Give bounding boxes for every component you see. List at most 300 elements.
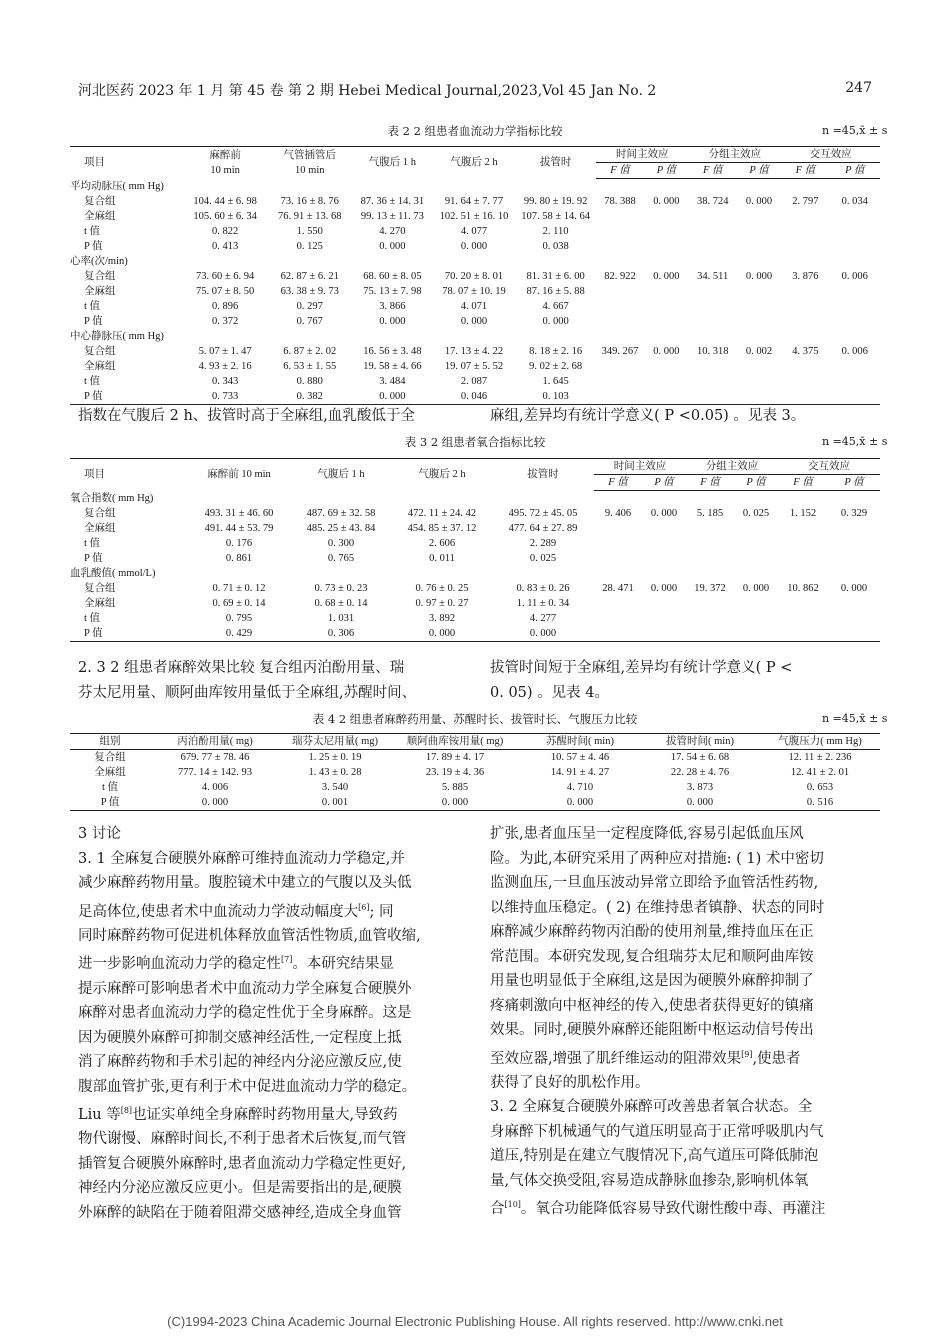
table-cell: 0. 176 [225, 538, 253, 549]
table-cell: 0. 343 [212, 376, 239, 387]
results-text-left: 指数在气腹后 2 h、拔管时高于全麻组,血乳酸低于全 [78, 408, 415, 424]
table-cell: 0. 822 [212, 226, 239, 237]
table-cell: 78. 07 ± 10. 19 [442, 286, 506, 297]
table-cell [778, 536, 828, 551]
table-row [70, 179, 880, 195]
row-label: P 值 [70, 626, 188, 642]
table-row [70, 359, 880, 374]
table-cell: 1. 645 [542, 376, 569, 387]
table-cell [781, 374, 829, 389]
table-row [70, 389, 880, 405]
table-cell: 4. 375 [792, 346, 819, 357]
page-number: 247 [845, 80, 872, 96]
disc-right-line-3: 以维持血压稳定。( 2) 在维持患者镇静、状态的同时 [490, 899, 825, 916]
table-cell: 10. 862 [787, 583, 819, 594]
row-label: P 值 [70, 389, 183, 405]
table4-note: n =45,x̄ ± s [822, 712, 888, 725]
table-cell: 472. 11 ± 24. 42 [407, 508, 477, 519]
section-2-3-left [78, 656, 470, 705]
results-text-right: 麻组,差异均有统计学意义( P <0.05) 。见表 3。 [490, 408, 806, 424]
table-cell: 0. 83 ± 0. 26 [516, 583, 570, 594]
table-cell [830, 284, 880, 299]
table-cell: 0. 125 [296, 241, 323, 252]
table-cell: 75. 07 ± 8. 50 [196, 286, 255, 297]
table-row [70, 551, 880, 566]
table3-note: n =45,x̄ ± s [822, 435, 888, 448]
disc-right-line-10: 获得了良好的肌松作用。 [490, 1074, 650, 1091]
table-cell [737, 224, 781, 239]
table-cell [828, 521, 880, 536]
table-cell: 4. 077 [460, 226, 488, 237]
table-cell [689, 209, 737, 224]
table-cell [644, 224, 688, 239]
table-cell [781, 299, 829, 314]
disc-right-line-12: 身麻醉下机械通气的气道压明显高于正常呼吸肌内气 [490, 1123, 824, 1140]
table-cell: 99. 13 ± 11. 73 [360, 211, 424, 222]
table-cell: 0. 000 [650, 583, 678, 594]
t2-head-f3: F 值 [781, 163, 829, 179]
table-cell: 12. 41 ± 2. 01 [790, 767, 850, 778]
t4-head-0: 组别 [70, 734, 150, 750]
t2-head-c1 [183, 147, 268, 179]
table-cell [686, 611, 734, 626]
table-cell: 0. 000 [542, 316, 569, 327]
table-row [70, 194, 880, 209]
table-cell: 0. 97 ± 0. 27 [415, 598, 469, 609]
table-cell [596, 389, 644, 405]
table-cell: 0. 382 [267, 389, 352, 405]
table-cell [737, 359, 781, 374]
table-cell [830, 224, 880, 239]
table-cell [642, 536, 686, 551]
table-cell [594, 536, 642, 551]
table-cell: 102. 51 ± 16. 10 [439, 211, 509, 222]
table-cell: 73. 16 ± 8. 76 [280, 196, 339, 207]
table-cell [781, 389, 829, 405]
table-cell [689, 359, 737, 374]
table-cell [689, 239, 737, 254]
table-cell [686, 596, 734, 611]
ref-6: [6] [358, 902, 370, 912]
table-row [70, 596, 880, 611]
table-cell [828, 596, 880, 611]
table-cell: 10. 57 ± 4. 46 [550, 752, 610, 763]
table-cell [737, 314, 781, 329]
table-cell: 17. 54 ± 6. 68 [670, 752, 730, 763]
table-cell: 1. 43 ± 0. 28 [308, 767, 362, 778]
s23-right-line2: 0. 05) 。见表 4。 [490, 684, 609, 701]
table-row [70, 581, 880, 596]
row-label: t 值 [84, 376, 101, 387]
table-cell [781, 209, 829, 224]
row-label: 复合组 [94, 752, 126, 763]
table-cell: 0. 297 [296, 301, 323, 312]
row-label: 复合组 [84, 583, 116, 594]
table-cell [830, 239, 880, 254]
table2-note: n =45,x̄ ± s [822, 124, 888, 137]
table-cell [830, 389, 880, 405]
table-cell [781, 284, 829, 299]
row-label: 全麻组 [84, 211, 116, 222]
table-cell [781, 314, 829, 329]
table-row [70, 299, 880, 314]
table-row [70, 314, 880, 329]
table-row [70, 795, 880, 811]
table-cell: 3. 540 [321, 782, 349, 793]
t2-head-item: 项目 [70, 147, 183, 179]
table-cell [644, 284, 688, 299]
table-cell: 105. 60 ± 6. 34 [193, 211, 257, 222]
ref-10: [10] [504, 1200, 521, 1210]
table-cell: 0. 000 [640, 795, 760, 811]
t4-head-6: 气腹压力( mm Hg) [760, 734, 880, 750]
t3-head-f1: F 值 [594, 475, 642, 491]
t4-head-3: 顺阿曲库铵用量( mg) [390, 734, 520, 750]
table-cell: 0. 000 [745, 196, 773, 207]
table-cell: 107. 58 ± 14. 64 [521, 211, 590, 222]
table-cell [828, 611, 880, 626]
table-cell: 3. 892 [428, 613, 456, 624]
running-header [78, 80, 872, 102]
t3-head-c3: 气腹后 2 h [392, 459, 492, 491]
table-cell [594, 521, 642, 536]
disc-left-line-9: 腹部血管扩张,更有利于术中促进血流动力学的稳定。 [78, 1078, 417, 1095]
table-cell: 0. 653 [806, 782, 834, 793]
table-cell: 0. 300 [327, 538, 355, 549]
table-cell: 495. 72 ± 45. 05 [508, 508, 578, 519]
table-cell: 0. 372 [212, 316, 239, 327]
row-label: P 值 [84, 241, 103, 252]
table-cell: 6. 87 ± 2. 02 [283, 346, 337, 357]
table-cell: 22. 28 ± 4. 76 [670, 767, 730, 778]
t2-head-c5: 拔管时 [515, 147, 596, 179]
table-cell: 485. 25 ± 43. 84 [306, 523, 376, 534]
table-cell [596, 284, 644, 299]
t2-head-c2a: 气管插管后 [283, 149, 337, 161]
table-cell: 76. 91 ± 13. 68 [278, 211, 342, 222]
table-cell: 6. 53 ± 1. 55 [283, 361, 337, 372]
s23-left-line1: 2. 3 2 组患者麻醉效果比较 复合组丙泊酚用量、瑞 [78, 660, 405, 676]
t3-head-item: 项目 [70, 459, 188, 491]
table2-caption: 表 2 2 组患者血流动力学指标比较 [387, 124, 563, 138]
t3-head-g1: 时间主效应 [594, 459, 686, 475]
table-cell: 3. 873 [686, 782, 714, 793]
table-cell: 63. 38 ± 9. 73 [280, 286, 339, 297]
table-cell: 4. 071 [460, 301, 488, 312]
table-cell: 2. 606 [428, 538, 456, 549]
table-cell: 0. 000 [379, 241, 406, 252]
disc-right-line-0: 扩张,患者血压呈一定程度降低,容易引起低血压风 [490, 826, 804, 842]
table-cell: 0. 306 [290, 626, 392, 642]
table-cell [689, 374, 737, 389]
table-row [70, 269, 880, 284]
disc-right-line-8: 效果。同时,硬膜外麻醉还能阻断中枢运动信号传出 [490, 1022, 814, 1038]
table-cell [734, 626, 778, 642]
t2-head-g2: 分组主效应 [689, 147, 782, 163]
table-row [70, 209, 880, 224]
table-row [70, 506, 880, 521]
table-cell: 1. 550 [296, 226, 323, 237]
t3-head-p1: P 值 [642, 475, 686, 491]
disc-left-line-13: 神经内分泌应激反应更小。但是需要指出的是,硬膜 [78, 1180, 402, 1197]
table-cell: 0. 000 [150, 795, 280, 811]
table-row [70, 284, 880, 299]
t2-head-f2: F 值 [689, 163, 737, 179]
t4-head-5: 拔管时间( min) [640, 734, 760, 750]
t2-head-p3: P 值 [830, 163, 880, 179]
table-cell: 28. 471 [602, 583, 634, 594]
table-cell: 0. 000 [840, 583, 868, 594]
table-cell: 2. 110 [542, 226, 569, 237]
table-cell: 0. 000 [390, 795, 520, 811]
table-cell: 0. 046 [433, 389, 516, 405]
table-cell [830, 314, 880, 329]
table-cell: 73. 60 ± 6. 94 [196, 271, 255, 282]
table-cell: 91. 64 ± 7. 77 [444, 196, 504, 207]
table-cell [830, 374, 880, 389]
table-cell: 4. 710 [566, 782, 594, 793]
row-label: t 值 [84, 613, 101, 624]
disc-right-line-6: 用量也明显低于全麻组,这是因为硬膜外麻醉抑制了 [490, 973, 814, 989]
t3-head-c1: 麻醉前 10 min [188, 459, 290, 491]
t3-head-c4: 拔管时 [492, 459, 594, 491]
t4-head-4: 苏醒时间( min) [520, 734, 640, 750]
table-cell: 0. 011 [429, 553, 455, 564]
table-cell [642, 551, 686, 566]
table-cell [596, 224, 644, 239]
table-cell: 0. 000 [653, 196, 680, 207]
table-cell: 0. 000 [392, 626, 492, 642]
table-cell: 10. 318 [696, 346, 729, 357]
table-cell: 9. 02 ± 2. 68 [529, 361, 583, 372]
t3-head-g3: 交互效应 [778, 459, 880, 475]
row-label: P 值 [84, 553, 103, 564]
table-cell [737, 299, 781, 314]
t2-head-c4: 气腹后 2 h [433, 147, 516, 179]
table3-caption: 表 3 2 组患者氧合指标比较 [404, 435, 546, 449]
discussion-right [490, 822, 880, 1222]
disc-right-line-4: 麻醉减少麻醉药物丙泊酚的使用剂量,维持血压在正 [490, 924, 814, 940]
table-cell: 349. 267 [601, 346, 639, 357]
t4-head-1: 丙泊酚用量( mg) [150, 734, 280, 750]
t2-head-g3: 交互效应 [781, 147, 880, 163]
section-label: 平均动脉压( mm Hg) [70, 181, 164, 192]
table-cell: 0. 880 [296, 376, 323, 387]
table-cell: 75. 13 ± 7. 98 [363, 286, 422, 297]
table-cell: 0. 006 [841, 271, 868, 282]
table-cell [644, 359, 688, 374]
table-cell: 2. 289 [529, 538, 557, 549]
table-cell [596, 299, 644, 314]
table-cell: 0. 68 ± 0. 14 [314, 598, 368, 609]
disc-left-line-5: 提示麻醉可影响患者术中血流动力学全麻复合硬膜外 [78, 980, 412, 997]
discussion-left [78, 822, 470, 1225]
table-cell [642, 521, 686, 536]
table-cell: 16. 56 ± 3. 48 [363, 346, 422, 357]
table-cell: 4. 93 ± 2. 16 [198, 361, 252, 372]
row-label: 全麻组 [84, 523, 116, 534]
row-label: 全麻组 [84, 598, 116, 609]
table-cell [594, 626, 642, 642]
table-cell: 81. 31 ± 6. 00 [526, 271, 585, 282]
table-row [70, 566, 880, 581]
table-row [70, 765, 880, 780]
disc-right-line-1: 险。为此,本研究采用了两种应对措施: ( 1) 术中密切 [490, 850, 824, 867]
t3-head-f3: F 值 [778, 475, 828, 491]
table-row [70, 254, 880, 269]
table-cell [689, 389, 737, 405]
disc-left-line-14: 外麻醉的缺陷在于随着阻滞交感神经,造成全身血管 [78, 1204, 402, 1221]
s23-right-line1: 拔管时间短于全麻组,差异均有统计学意义( P < [490, 660, 793, 676]
discussion-heading: 3 讨论 [78, 826, 121, 842]
disc-left-line-4: 进一步影响血流动力学的稳定性[7]。本研究结果显 [78, 955, 394, 973]
t2-head-p2: P 值 [737, 163, 781, 179]
table-cell [596, 359, 644, 374]
table-cell [781, 359, 829, 374]
t2-head-p1: P 值 [644, 163, 688, 179]
t3-head-f2: F 值 [686, 475, 734, 491]
table-cell: 0. 516 [760, 795, 880, 811]
ref-8: [8] [120, 1106, 133, 1116]
table-cell [830, 359, 880, 374]
row-label: t 值 [101, 782, 119, 793]
table-row [70, 239, 880, 254]
table-cell: 0. 000 [460, 241, 488, 252]
row-label: 全麻组 [84, 361, 116, 372]
table-cell: 0. 000 [352, 389, 433, 405]
table-cell [686, 551, 734, 566]
table-cell: 82. 922 [604, 271, 636, 282]
table-cell: 487. 69 ± 32. 58 [306, 508, 376, 519]
table-cell: 0. 000 [742, 583, 770, 594]
table-cell: 1. 25 ± 0. 19 [308, 752, 362, 763]
table-cell: 99. 80 ± 19. 92 [523, 196, 588, 207]
disc-right-line-5: 常范围。本研究发现,复合组瑞芬太尼和顺阿曲库铵 [490, 948, 814, 965]
table-row [70, 750, 880, 766]
table-cell [642, 626, 686, 642]
table4 [70, 733, 880, 811]
table-cell [642, 596, 686, 611]
disc-right-line-15: 合[10]。氧合功能降低容易导致代谢性酸中毒、再灌注 [490, 1200, 826, 1218]
table-cell: 19. 07 ± 5. 52 [444, 361, 504, 372]
disc-right-line-11: 3. 2 全麻复合硬膜外麻醉可改善患者氧合状态。全 [490, 1099, 813, 1116]
table-cell: 0. 69 ± 0. 14 [212, 598, 266, 609]
table-cell: 4. 667 [542, 301, 569, 312]
table-cell: 4. 270 [379, 226, 406, 237]
table-cell [828, 536, 880, 551]
table-cell [594, 611, 642, 626]
table-cell: 0. 000 [492, 626, 594, 642]
table-cell: 0. 025 [529, 553, 557, 564]
table-cell [689, 314, 737, 329]
disc-left-line-11: 物代谢慢、麻醉时间长,不利于患者术后恢复,而气管 [78, 1131, 407, 1148]
table-cell [594, 596, 642, 611]
disc-left-line-3: 同时麻醉药物可促进机体释放血管活性物质,血管收缩, [78, 927, 421, 944]
table-cell: 0. 76 ± 0. 25 [415, 583, 469, 594]
table-cell [737, 284, 781, 299]
table-cell: 12. 11 ± 2. 236 [788, 752, 852, 763]
table3 [70, 458, 880, 642]
disc-left-line-12: 插管复合硬膜外麻醉时,患者血流动力学稳定性更好, [78, 1155, 407, 1172]
table-cell [686, 536, 734, 551]
t3-head-c2: 气腹后 1 h [290, 459, 392, 491]
table-cell [644, 299, 688, 314]
table-cell: 3. 866 [379, 301, 406, 312]
table-cell: 78. 388 [604, 196, 636, 207]
row-label: 复合组 [84, 508, 116, 519]
ref-9: [9] [741, 1049, 753, 1059]
table-cell [737, 389, 781, 405]
row-label: t 值 [84, 226, 101, 237]
table-cell [689, 224, 737, 239]
section-label: 心率(次/min) [70, 256, 128, 267]
row-label: t 值 [84, 301, 101, 312]
table-row [70, 329, 880, 344]
table-cell [596, 314, 644, 329]
table-row [70, 536, 880, 551]
t2-head-c1b: 10 min [210, 164, 240, 176]
table-cell: 0. 025 [742, 508, 770, 519]
ref-7: [7] [281, 955, 293, 965]
table-cell [596, 209, 644, 224]
t2-head-c2b: 10 min [295, 164, 325, 176]
table-row [70, 611, 880, 626]
table-cell: 0. 000 [460, 316, 488, 327]
table-cell: 0. 000 [379, 316, 406, 327]
table-cell: 777. 14 ± 142. 93 [177, 767, 252, 778]
t3-head-p3: P 值 [828, 475, 880, 491]
disc-right-line-2: 监测血压,一旦血压波动异常立即给予血管活性药物, [490, 875, 819, 891]
disc-right-line-7: 疼痛刺激向中枢神经的传入,使患者获得更好的镇痛 [490, 997, 814, 1014]
table-cell: 0. 000 [653, 271, 680, 282]
table-cell [734, 521, 778, 536]
table-cell: 0. 034 [841, 196, 868, 207]
table-cell: 0. 002 [745, 346, 773, 357]
table-cell: 17. 89 ± 4. 17 [425, 752, 485, 763]
table-cell: 3. 484 [379, 376, 406, 387]
table-cell: 477. 64 ± 27. 89 [508, 523, 578, 534]
t3-head-p2: P 值 [734, 475, 778, 491]
t2-head-f1: F 值 [596, 163, 644, 179]
table-cell: 87. 36 ± 14. 31 [360, 196, 425, 207]
row-label: 全麻组 [84, 286, 116, 297]
table-cell [734, 536, 778, 551]
table-cell [644, 239, 688, 254]
disc-left-line-0: 3. 1 全麻复合硬膜外麻醉可维持血流动力学稳定,并 [78, 850, 405, 867]
table-cell: 1. 152 [789, 508, 817, 519]
table-cell: 0. 861 [225, 553, 253, 564]
table-cell: 0. 000 [520, 795, 640, 811]
table-cell [828, 626, 880, 642]
table-cell: 0. 765 [327, 553, 355, 564]
table-cell: 491. 44 ± 53. 79 [204, 523, 274, 534]
table-cell: 0. 001 [280, 795, 390, 811]
table-row [70, 780, 880, 795]
table-cell [778, 596, 828, 611]
table-cell [737, 374, 781, 389]
table-cell [781, 239, 829, 254]
t2-head-c3: 气腹后 1 h [352, 147, 433, 179]
table-row [70, 374, 880, 389]
table-cell: 0. 73 ± 0. 23 [314, 583, 368, 594]
table-cell: 5. 185 [696, 508, 724, 519]
section-label: 血乳酸值( mmol/L) [70, 568, 156, 579]
journal-info: 河北医药 2023 年 1 月 第 45 卷 第 2 期 Hebei Medical Journal,2023,Vol 45 Jan No. 2 [78, 83, 657, 99]
table-cell [644, 389, 688, 405]
table-cell: 679. 77 ± 78. 46 [180, 752, 250, 763]
table-cell [686, 521, 734, 536]
disc-left-line-10: Liu 等[8]也证实单纯全身麻醉时药物用量大,导致药 [78, 1106, 398, 1123]
